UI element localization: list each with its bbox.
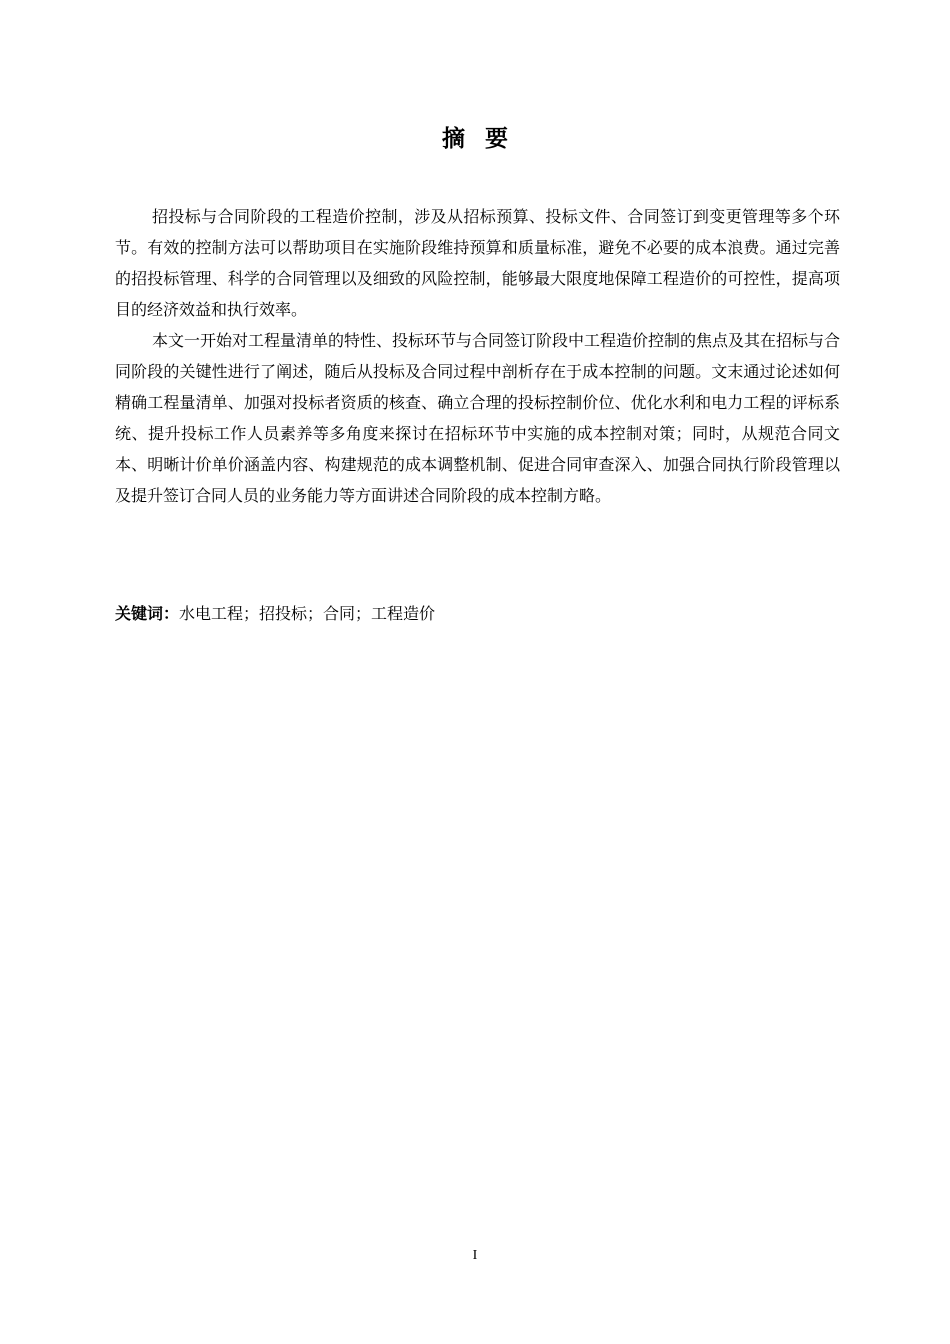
- keywords-text: 水电工程；招投标；合同；工程造价: [179, 604, 436, 623]
- page-number: I: [472, 1248, 478, 1263]
- abstract-paragraph-2: 本文一开始对工程量清单的特性、投标环节与合同签订阶段中工程造价控制的焦点及其在招标与合同阶段的关键性进行了阐述，随后从投标及合同过程中剖析存在于成本控制的问题。文末通过论述如何精确工程量清单、加强对投标者资质的核查、确立合理的投标控制价位、优化水利和电力工程的评标系统、提升投标工作人员素养等多角度来探讨在招标环节中实施的成本控制对策；同时，从规范合同文本、明晰计价单价涵盖内容、构建规范的成本调整机制、促进合同审查深入、加强合同执行阶段管理以及提升签订合同人员的业务能力等方面讲述合同阶段的成本控制方略。: [115, 331, 841, 505]
- keywords-label: 关键词：: [115, 604, 180, 623]
- keywords-line: [115, 598, 840, 629]
- abstract-paragraph-1: 招投标与合同阶段的工程造价控制，涉及从招标预算、投标文件、合同签订到变更管理等多个环节。有效的控制方法可以帮助项目在实施阶段维持预算和质量标准，避免不必要的成本浪费。通过完善的招投标管理、科学的合同管理以及细致的风险控制，能够最大限度地保障工程造价的可控性，提高项目的经济效益和执行效率。: [115, 207, 840, 319]
- abstract-body: [115, 201, 840, 511]
- page-title: 摘要: [442, 126, 528, 152]
